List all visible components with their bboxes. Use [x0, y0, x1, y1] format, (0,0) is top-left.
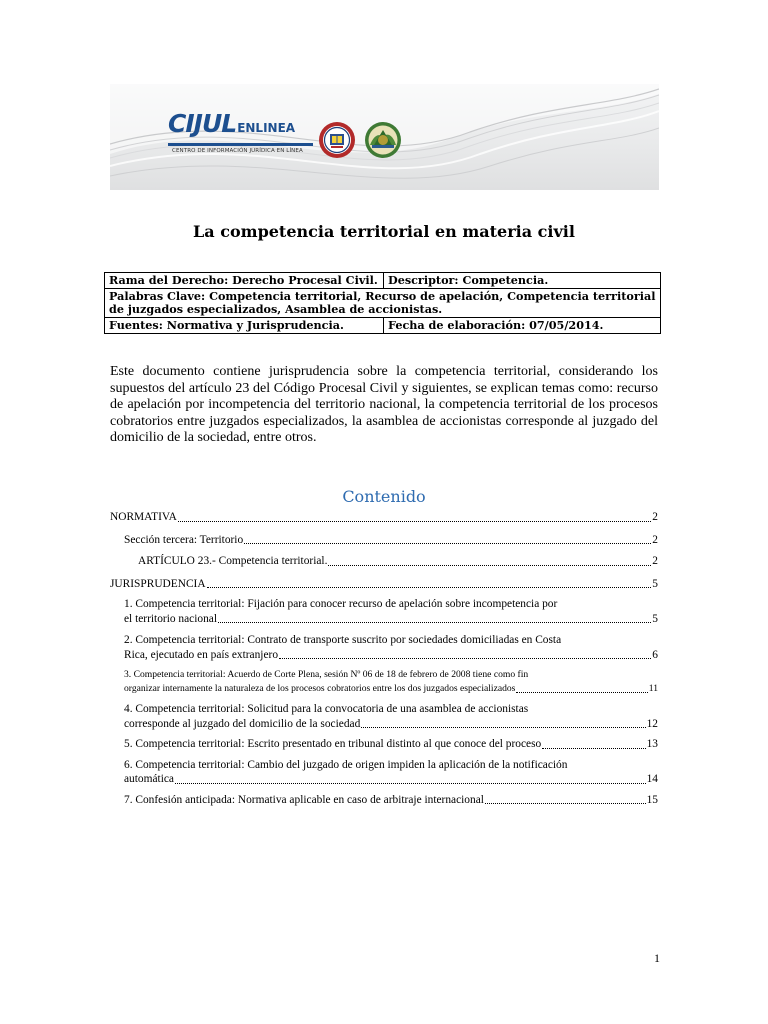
university-seal-icon — [318, 121, 356, 159]
toc-link-normativa[interactable] — [110, 510, 658, 525]
toc-page-number: 2 — [652, 511, 658, 523]
toc-page-number: 6 — [652, 648, 658, 661]
logo-tagline: CENTRO DE INFORMACIÓN JURÍDICA EN LÍNEA — [172, 148, 303, 154]
table-of-contents — [110, 510, 658, 807]
toc-entry-text: ARTÍCULO 23.- Competencia territorial. — [138, 555, 328, 567]
toc-entry-text-cont: corresponde al juzgado del domicilio de la sociedad — [124, 717, 361, 730]
toc-entry-text-cont: automática — [124, 773, 174, 785]
toc-link-item-1[interactable] — [110, 597, 658, 626]
logo-suffix-text: ENLINEA — [237, 121, 296, 135]
cijul-logo — [168, 109, 295, 143]
abstract-paragraph: Este documento contiene jurisprudencia sobre la competencia territorial, considerando los supuestos del artículo 23 del Código Procesal Civil y siguientes, se explican temas como: recurso de apelación por incompetencia del territorio nacional, la competencia territorial de los procesos cobratorios entre juzgados especializados, la asamblea de accionistas corresponde al juzgado del domicilio de la sociedad, entre otros. — [110, 364, 658, 445]
dot-leader — [218, 622, 651, 623]
header-banner — [110, 84, 659, 190]
toc-page-number: 2 — [652, 533, 658, 546]
dot-leader — [244, 543, 651, 544]
colegio-seal-icon — [364, 121, 402, 159]
page-number: 1 — [654, 951, 660, 965]
logo-main-text: CIJUL — [168, 109, 237, 138]
dot-leader — [207, 587, 652, 588]
metadata-table — [104, 272, 661, 334]
dot-leader — [178, 521, 651, 522]
dot-leader — [279, 658, 651, 659]
dot-leader — [175, 783, 646, 784]
logo-underline — [168, 143, 313, 146]
keywords-cell: Palabras Clave: Competencia territorial, Recurso de apelación, Competencia territorial de juzgados especializados, Asamblea de accionistas. — [105, 289, 661, 318]
toc-heading: Contenido — [342, 487, 426, 506]
toc-link-item-4[interactable] — [110, 702, 658, 731]
toc-link-seccion-tercera[interactable] — [110, 533, 658, 548]
toc-page-number: 11 — [648, 683, 658, 694]
toc-entry-text: 1. Competencia territorial: Fijación para conocer recurso de apelación sobre incompetencia por — [124, 598, 558, 610]
toc-entry-text-cont: el territorio nacional — [124, 612, 217, 625]
toc-entry-text: 7. Confesión anticipada: Normativa aplicable en caso de arbitraje internacional — [124, 793, 484, 806]
toc-entry-text: 6. Competencia territorial: Cambio del juzgado de origen impiden la aplicación de la notificación — [124, 758, 568, 771]
toc-page-number: 13 — [646, 738, 658, 750]
toc-link-item-6[interactable] — [110, 758, 658, 787]
toc-link-item-7[interactable] — [110, 793, 658, 808]
dot-leader — [328, 565, 651, 566]
toc-page-number: 14 — [646, 773, 658, 785]
toc-entry-text: 2. Competencia territorial: Contrato de transporte suscrito por sociedades domiciliadas en Costa — [124, 634, 562, 646]
toc-page-number: 15 — [646, 793, 658, 806]
toc-page-number: 5 — [652, 612, 658, 625]
metadata-row — [105, 289, 661, 318]
toc-entry-text-cont: Rica, ejecutado en país extranjero — [124, 648, 279, 661]
toc-entry-text: JURISPRUDENCIA — [110, 577, 206, 590]
toc-page-number: 5 — [652, 577, 658, 590]
descriptor-cell: Descriptor: Competencia. — [384, 273, 661, 289]
toc-link-item-3[interactable] — [110, 668, 658, 696]
toc-link-jurisprudencia[interactable] — [110, 577, 658, 592]
toc-page-number: 12 — [646, 717, 658, 730]
toc-link-item-2[interactable] — [110, 633, 658, 662]
toc-entry-text-cont: organizar internamente la naturaleza de los procesos cobratorios entre los dos juzgados especializados — [124, 683, 516, 694]
rama-cell: Rama del Derecho: Derecho Procesal Civil. — [105, 273, 384, 289]
dot-leader — [485, 803, 646, 804]
sources-cell: Fuentes: Normativa y Jurisprudencia. — [105, 318, 384, 334]
toc-entry-text: NORMATIVA — [110, 511, 177, 523]
toc-entry-text: 3. Competencia territorial: Acuerdo de Corte Plena, sesión Nº 06 de 18 de febrero de 2008 tiene como fin — [124, 669, 529, 680]
dot-leader — [361, 727, 645, 728]
metadata-row — [105, 318, 661, 334]
document-title: La competencia territorial en materia civil — [193, 222, 575, 241]
toc-page-number: 2 — [652, 555, 658, 567]
date-cell: Fecha de elaboración: 07/05/2014. — [384, 318, 661, 334]
toc-entry-text: Sección tercera: Territorio — [124, 533, 244, 546]
toc-entry-text: 5. Competencia territorial: Escrito presentado en tribunal distinto al que conoce del proceso — [124, 738, 542, 750]
toc-link-articulo-23[interactable] — [110, 554, 658, 569]
dot-leader — [542, 748, 645, 749]
metadata-row — [105, 273, 661, 289]
toc-entry-text: 4. Competencia territorial: Solicitud para la convocatoria de una asamblea de accionistas — [124, 703, 529, 715]
toc-link-item-5[interactable] — [110, 737, 658, 752]
dot-leader — [516, 692, 647, 693]
